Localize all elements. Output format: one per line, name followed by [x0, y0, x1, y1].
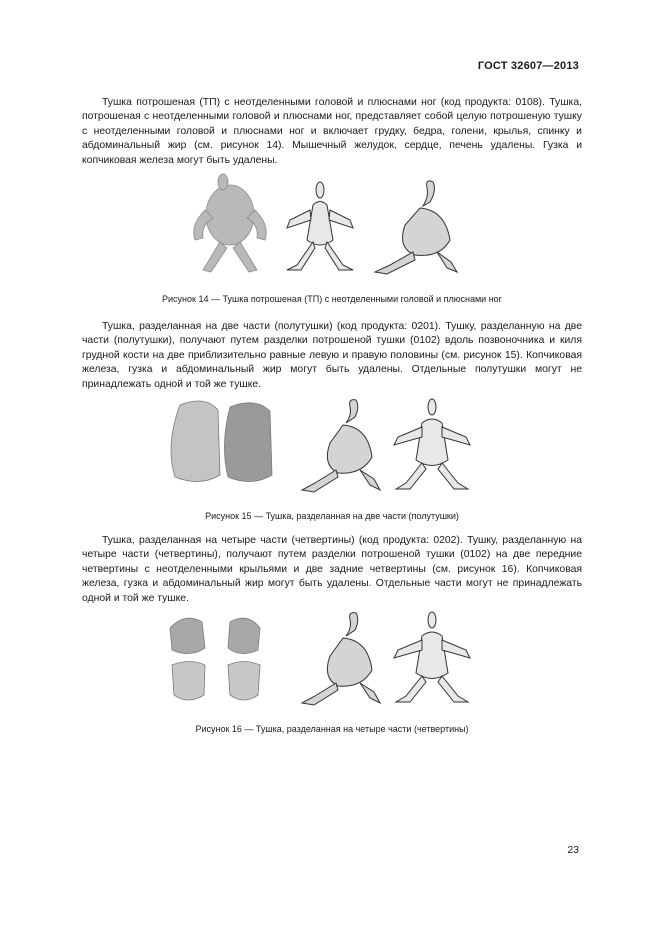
page-number: 23	[567, 844, 579, 856]
page-header: ГОСТ 32607—2013	[477, 60, 579, 72]
paragraph-product-0201: Тушка, разделанная на две части (полутушки) (код продукта: 0201). Тушку, разделанную на две части (полутушки), получают путем разделки потрошеной тушки (0102) вдоль позвоночника и киля грудной кости на две приблизительно равные левую и правую половины (см. рисунок 15). Копчиковая железа, гузка и абдоминальный жир могут быть удалены. Отдельные полутушки могут не принадлежать одной и той же тушке.	[82, 321, 582, 390]
figure-16	[160, 610, 480, 710]
skeleton-front-diagram	[394, 399, 470, 489]
skeleton-side-diagram	[302, 613, 380, 705]
figure-14	[175, 170, 475, 285]
half-carcass-photos	[171, 401, 272, 482]
quarter-carcass-photos	[170, 618, 260, 700]
skeleton-front-diagram	[394, 612, 470, 702]
skeleton-side-diagram	[302, 400, 380, 492]
caption-figure-15: Рисунок 15 — Тушка, разделанная на две части (полутушки)	[205, 511, 459, 521]
figure-15	[160, 395, 480, 500]
caption-figure-14: Рисунок 14 — Тушка потрошеная (ТП) с неотделенными головой и плюснами ног	[162, 294, 502, 304]
caption-figure-16: Рисунок 16 — Тушка, разделанная на четыре части (четвертины)	[195, 724, 469, 734]
carcass-photo	[194, 174, 267, 272]
paragraph-product-0108: Тушка потрошеная (ТП) с неотделенными головой и плюснами ног (код продукта: 0108). Тушка, потрошеная с неотделенными головой и плюснами ног, представляет собой целую потрошеную тушку с неотделенными головой и плюснами ног и включает грудку, бедра, голени, крылья, спинку и абдоминальный жир (см. рисунок 14). Мышечный желудок, сердце, печень удалены. Гузка и копчиковая железа могут быть удалены.	[82, 97, 582, 166]
skeleton-side-diagram	[375, 181, 457, 274]
skeleton-front-diagram	[287, 182, 353, 270]
paragraph-product-0202: Тушка, разделанная на четыре части (четвертины) (код продукта: 0202). Тушку, разделанную на четыре части (четвертины), получают путем разделки потрошеной тушки (0102) на две передние четвертины с неотделенными крыльями и две задние четвертины (см. рисунок 16). Копчиковая железа, гузка и абдоминальный жир могут быть удалены. Отдельные части могут не принадлежать одной и той же тушке.	[82, 535, 582, 604]
